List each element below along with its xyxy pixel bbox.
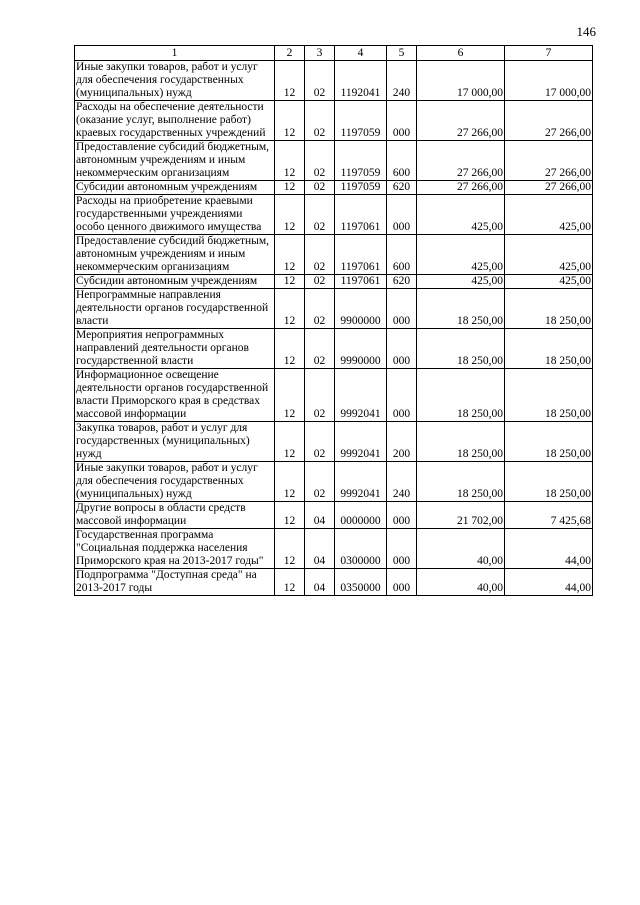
row-code-3: 02: [305, 422, 335, 462]
row-amount-7: 27 266,00: [505, 181, 593, 195]
table-row: [75, 289, 593, 329]
row-code-4: 1197061: [335, 235, 387, 275]
row-code-3: 02: [305, 289, 335, 329]
row-name: Предоставление субсидий бюджетным, автономным учреждениям и иным некоммерческим организациям: [75, 235, 275, 275]
row-name: Государственная программа "Социальная поддержка населения Приморского края на 2013-2017 годы": [75, 529, 275, 569]
row-amount-6: 40,00: [417, 569, 505, 596]
row-amount-7: 27 266,00: [505, 101, 593, 141]
row-code-5: 000: [387, 502, 417, 529]
row-code-3: 02: [305, 235, 335, 275]
row-name: Иные закупки товаров, работ и услуг для обеспечения государственных (муниципальных) нужд: [75, 462, 275, 502]
row-code-5: 000: [387, 329, 417, 369]
table-row: [75, 275, 593, 289]
row-code-4: 1197059: [335, 181, 387, 195]
row-code-3: 02: [305, 141, 335, 181]
row-code-2: 12: [275, 141, 305, 181]
column-header: 3: [305, 46, 335, 61]
row-code-3: 04: [305, 502, 335, 529]
row-amount-6: 18 250,00: [417, 369, 505, 422]
row-code-3: 02: [305, 275, 335, 289]
row-amount-7: 27 266,00: [505, 141, 593, 181]
row-code-2: 12: [275, 275, 305, 289]
row-amount-7: 425,00: [505, 235, 593, 275]
row-code-5: 000: [387, 369, 417, 422]
row-code-2: 12: [275, 101, 305, 141]
row-name: Другие вопросы в области средств массовой информации: [75, 502, 275, 529]
row-code-5: 000: [387, 569, 417, 596]
table-row: [75, 462, 593, 502]
row-code-2: 12: [275, 289, 305, 329]
row-code-4: 9990000: [335, 329, 387, 369]
row-amount-6: 18 250,00: [417, 422, 505, 462]
column-header: 6: [417, 46, 505, 61]
row-code-3: 02: [305, 329, 335, 369]
table-row: [75, 502, 593, 529]
budget-table: [74, 45, 593, 596]
row-code-3: 04: [305, 569, 335, 596]
row-amount-7: 7 425,68: [505, 502, 593, 529]
table-row: [75, 569, 593, 596]
row-code-3: 02: [305, 61, 335, 101]
row-code-3: 02: [305, 101, 335, 141]
row-code-4: 1197061: [335, 275, 387, 289]
row-amount-6: 425,00: [417, 195, 505, 235]
row-amount-7: 18 250,00: [505, 329, 593, 369]
row-code-5: 620: [387, 181, 417, 195]
table-row: [75, 195, 593, 235]
row-amount-6: 27 266,00: [417, 101, 505, 141]
row-amount-6: 40,00: [417, 529, 505, 569]
row-amount-7: 18 250,00: [505, 369, 593, 422]
table-row: [75, 329, 593, 369]
row-code-3: 02: [305, 181, 335, 195]
row-name: Иные закупки товаров, работ и услуг для обеспечения государственных (муниципальных) нужд: [75, 61, 275, 101]
column-header: 1: [75, 46, 275, 61]
row-name: Предоставление субсидий бюджетным, автономным учреждениям и иным некоммерческим организациям: [75, 141, 275, 181]
row-code-5: 000: [387, 529, 417, 569]
row-name: Подпрограмма "Доступная среда" на 2013-2017 годы: [75, 569, 275, 596]
table-row: [75, 529, 593, 569]
row-amount-6: 17 000,00: [417, 61, 505, 101]
row-code-5: 240: [387, 462, 417, 502]
row-code-2: 12: [275, 195, 305, 235]
row-code-2: 12: [275, 569, 305, 596]
row-amount-6: 425,00: [417, 275, 505, 289]
row-name: Расходы на приобретение краевыми государственными учреждениями особо ценного движимого имущества: [75, 195, 275, 235]
row-amount-6: 18 250,00: [417, 462, 505, 502]
row-amount-6: 27 266,00: [417, 181, 505, 195]
row-code-3: 04: [305, 529, 335, 569]
row-code-2: 12: [275, 329, 305, 369]
row-name: Расходы на обеспечение деятельности (оказание услуг, выполнение работ) краевых государственных учреждений: [75, 101, 275, 141]
row-code-2: 12: [275, 502, 305, 529]
row-code-5: 200: [387, 422, 417, 462]
row-code-4: 1192041: [335, 61, 387, 101]
row-amount-6: 425,00: [417, 235, 505, 275]
column-header: 4: [335, 46, 387, 61]
row-code-2: 12: [275, 235, 305, 275]
row-amount-7: 44,00: [505, 529, 593, 569]
row-name: Закупка товаров, работ и услуг для государственных (муниципальных) нужд: [75, 422, 275, 462]
table-row: [75, 101, 593, 141]
row-amount-6: 21 702,00: [417, 502, 505, 529]
row-code-4: 9992041: [335, 462, 387, 502]
row-amount-6: 18 250,00: [417, 289, 505, 329]
row-code-4: 1197059: [335, 101, 387, 141]
row-code-2: 12: [275, 462, 305, 502]
row-code-5: 000: [387, 101, 417, 141]
row-code-4: 9992041: [335, 422, 387, 462]
row-code-3: 02: [305, 195, 335, 235]
table-row: [75, 61, 593, 101]
row-code-2: 12: [275, 529, 305, 569]
row-name: Субсидии автономным учреждениям: [75, 181, 275, 195]
row-amount-6: 18 250,00: [417, 329, 505, 369]
row-code-2: 12: [275, 369, 305, 422]
row-code-5: 600: [387, 235, 417, 275]
table-row: [75, 235, 593, 275]
table-row: [75, 422, 593, 462]
row-amount-7: 44,00: [505, 569, 593, 596]
row-code-4: 0350000: [335, 569, 387, 596]
page-number: 146: [576, 24, 596, 39]
row-amount-7: 425,00: [505, 275, 593, 289]
row-name: Субсидии автономным учреждениям: [75, 275, 275, 289]
row-code-4: 0000000: [335, 502, 387, 529]
table-row: [75, 369, 593, 422]
row-code-2: 12: [275, 181, 305, 195]
row-code-2: 12: [275, 61, 305, 101]
header-row: [75, 46, 593, 61]
row-name: Непрограммные направления деятельности органов государственной власти: [75, 289, 275, 329]
row-name: Мероприятия непрограммных направлений деятельности органов государственной власти: [75, 329, 275, 369]
row-amount-7: 18 250,00: [505, 462, 593, 502]
row-amount-7: 18 250,00: [505, 289, 593, 329]
row-code-5: 000: [387, 289, 417, 329]
row-code-3: 02: [305, 462, 335, 502]
row-code-3: 02: [305, 369, 335, 422]
row-code-5: 600: [387, 141, 417, 181]
row-code-4: 9900000: [335, 289, 387, 329]
row-amount-7: 17 000,00: [505, 61, 593, 101]
row-code-4: 1197059: [335, 141, 387, 181]
row-name: Информационное освещение деятельности органов государственной власти Приморского края в средствах массовой информации: [75, 369, 275, 422]
table-row: [75, 181, 593, 195]
column-header: 5: [387, 46, 417, 61]
row-code-4: 1197061: [335, 195, 387, 235]
row-amount-7: 425,00: [505, 195, 593, 235]
row-code-5: 000: [387, 195, 417, 235]
row-amount-6: 27 266,00: [417, 141, 505, 181]
row-amount-7: 18 250,00: [505, 422, 593, 462]
row-code-2: 12: [275, 422, 305, 462]
table-row: [75, 141, 593, 181]
column-header: 2: [275, 46, 305, 61]
row-code-5: 620: [387, 275, 417, 289]
row-code-4: 9992041: [335, 369, 387, 422]
row-code-5: 240: [387, 61, 417, 101]
row-code-4: 0300000: [335, 529, 387, 569]
column-header: 7: [505, 46, 593, 61]
